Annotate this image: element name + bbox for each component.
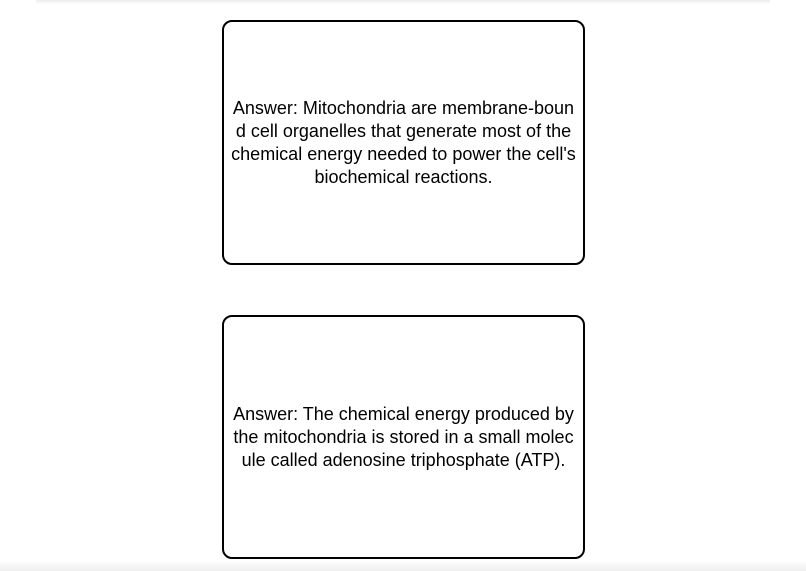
flashcard-1[interactable]: [222, 20, 585, 265]
page-top-edge: [36, 0, 770, 4]
flashcard-1-answer: Answer: Mitochondria are membrane-bound cell organelles that generate most of the chemical energy needed to power the cell's biochemical reactions.: [231, 97, 576, 187]
page-bottom-edge: [0, 561, 806, 571]
flashcard-2-answer: Answer: The chemical energy produced by the mitochondria is stored in a small molecule called adenosine triphosphate (ATP).: [233, 403, 574, 470]
flashcard-2[interactable]: [222, 315, 585, 559]
